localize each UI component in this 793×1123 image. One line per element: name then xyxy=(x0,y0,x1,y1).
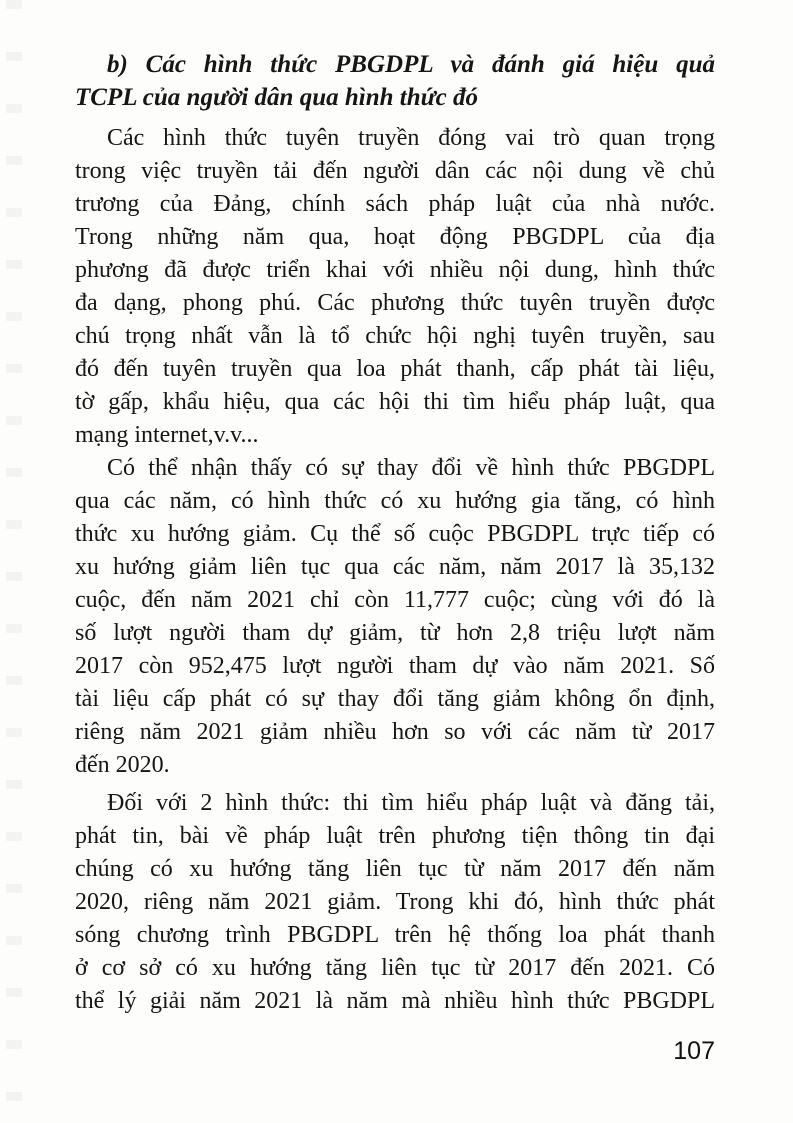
paragraph-1 xyxy=(75,122,715,452)
text-line: trương của Đảng, chính sách pháp luật của nhà nước. xyxy=(75,191,715,217)
text-line: tờ gấp, khẩu hiệu, qua các hội thi tìm hiểu pháp luật, qua xyxy=(75,389,715,415)
text-line: cuộc, đến năm 2021 chỉ còn 11,777 cuộc; cùng với đó là xyxy=(75,587,715,613)
text-line: chúng có xu hướng tăng liên tục từ năm 2017 đến năm xyxy=(75,856,715,882)
text-line: Các hình thức tuyên truyền đóng vai trò quan trọng xyxy=(107,125,715,151)
text-line: Trong những năm qua, hoạt động PBGDPL của địa xyxy=(75,224,715,250)
text-line: tài liệu cấp phát có sự thay đổi tăng giảm không ổn định, xyxy=(75,686,715,712)
text-line: xu hướng giảm liên tục qua các năm, năm 2017 là 35,132 xyxy=(75,554,715,580)
paragraph-3 xyxy=(75,787,715,1018)
heading-line: b) Các hình thức PBGDPL và đánh giá hiệu quả xyxy=(107,51,715,78)
page-number: 107 xyxy=(673,1037,715,1065)
text-line: Đối với 2 hình thức: thi tìm hiểu pháp luật và đăng tải, xyxy=(107,790,715,816)
text-line: riêng năm 2021 giảm nhiều hơn so với các năm từ 2017 xyxy=(75,719,715,745)
text-line: ở cơ sở có xu hướng tăng liên tục từ 2017 đến 2021. Có xyxy=(75,955,715,981)
text-line: đến 2020. xyxy=(75,752,170,778)
text-line: chú trọng nhất vẫn là tổ chức hội nghị tuyên truyền, sau xyxy=(75,323,715,349)
text-line: mạng internet,v.v... xyxy=(75,422,259,448)
text-line: phát tin, bài về pháp luật trên phương tiện thông tin đại xyxy=(75,823,715,849)
text-line: đa dạng, phong phú. Các phương thức tuyên truyền được xyxy=(75,290,715,316)
text-line: thức xu hướng giảm. Cụ thể số cuộc PBGDPL trực tiếp có xyxy=(75,521,715,547)
text-line: Có thể nhận thấy có sự thay đổi về hình thức PBGDPL xyxy=(107,455,715,481)
text-line: phương đã được triển khai với nhiều nội dung, hình thức xyxy=(75,257,715,283)
text-line: sóng chương trình PBGDPL trên hệ thống loa phát thanh xyxy=(75,922,715,948)
scan-edge-artifacts xyxy=(6,0,22,1123)
text-line: trong việc truyền tải đến người dân các nội dung về chủ xyxy=(75,158,715,184)
text-line: số lượt người tham dự giảm, từ hơn 2,8 triệu lượt năm xyxy=(75,620,715,646)
heading-line: TCPL của người dân qua hình thức đó xyxy=(75,84,478,111)
text-line: thể lý giải năm 2021 là năm mà nhiều hình thức PBGDPL xyxy=(75,988,715,1014)
section-heading xyxy=(75,48,715,114)
text-line: đó đến tuyên truyền qua loa phát thanh, cấp phát tài liệu, xyxy=(75,356,715,382)
text-line: 2020, riêng năm 2021 giảm. Trong khi đó, hình thức phát xyxy=(75,889,715,915)
paragraph-2 xyxy=(75,452,715,782)
text-line: qua các năm, có hình thức có xu hướng gia tăng, có hình xyxy=(75,488,715,514)
text-line: 2017 còn 952,475 lượt người tham dự vào năm 2021. Số xyxy=(75,653,715,679)
page-content xyxy=(75,48,715,1018)
